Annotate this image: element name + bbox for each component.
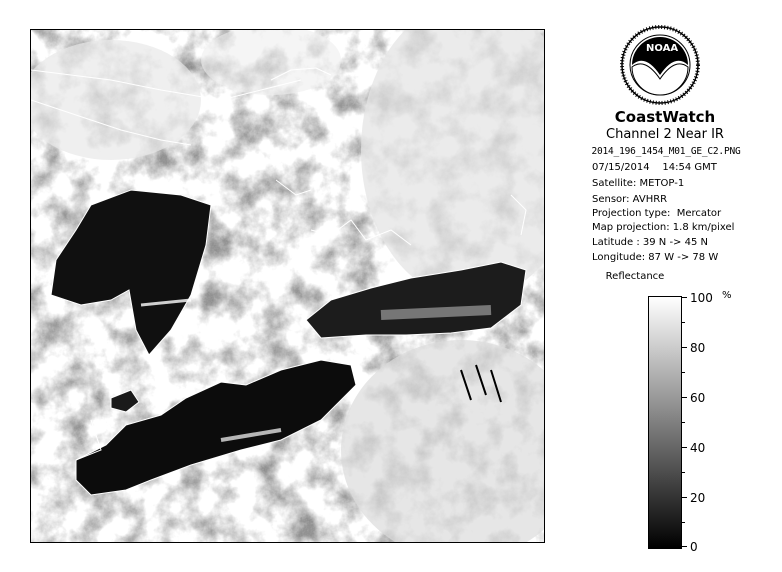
date-value: 07/15/2014: [592, 162, 650, 173]
time-value: 14:54 GMT: [662, 162, 717, 173]
colorbar-tick: [681, 397, 687, 398]
colorbar-minor-tick: [681, 472, 685, 473]
colorbar-tick-label-60: 60: [690, 391, 706, 405]
product-title: CoastWatch: [614, 108, 716, 126]
colorbar-tick: [681, 347, 687, 348]
colorbar-tick: [681, 497, 687, 498]
latitude-info: Latitude : 39 N -> 45 N: [592, 237, 708, 248]
sensor-info: Sensor: AVHRR: [592, 194, 668, 205]
date-time-row: [592, 162, 717, 173]
map-projection-info: Map projection: 1.8 km/pixel: [592, 222, 735, 233]
colorbar-minor-tick: [681, 372, 685, 373]
noaa-logo: [620, 25, 700, 105]
colorbar-tick-label-100: 100: [690, 291, 713, 305]
colorbar-tick: [681, 297, 687, 298]
noaa-logo-text: NOAA: [646, 43, 679, 54]
colorbar-tick: [681, 546, 687, 547]
colorbar-label: Reflectance: [605, 271, 665, 282]
colorbar-tick-label-20: 20: [690, 491, 706, 505]
channel-label: Channel 2 Near IR: [606, 127, 724, 142]
satellite-image: [30, 29, 545, 543]
colorbar-tick: [681, 447, 687, 448]
longitude-info: Longitude: 87 W -> 78 W: [592, 252, 719, 263]
colorbar-unit: %: [722, 290, 732, 301]
reflectance-colorbar: [648, 296, 682, 549]
colorbar-tick-label-40: 40: [690, 441, 706, 455]
colorbar-minor-tick: [681, 522, 685, 523]
satellite-image-canvas: [31, 30, 544, 542]
projection-type-info: Projection type: Mercator: [592, 208, 722, 219]
colorbar-minor-tick: [681, 322, 685, 323]
image-filename: 2014_196_1454_M01_GE_C2.PNG: [591, 146, 741, 157]
colorbar-tick-label-80: 80: [690, 341, 706, 355]
noaa-emblem-icon: [620, 25, 700, 105]
satellite-info: Satellite: METOP-1: [592, 178, 685, 189]
colorbar-minor-tick: [681, 422, 685, 423]
colorbar-tick-label-0: 0: [690, 540, 698, 554]
